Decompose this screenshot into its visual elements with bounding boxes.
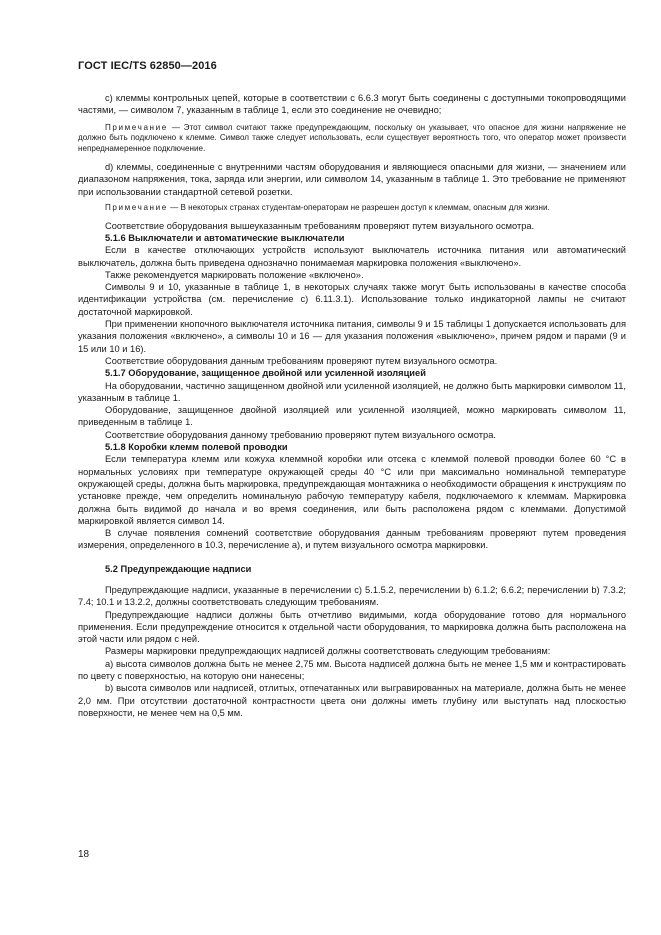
- paragraph: На оборудовании, частично защищенном двойной или усиленной изоляцией, не должно быть маркировки символом 11, указанным в таблице 1.: [78, 380, 626, 403]
- paragraph: Оборудование, защищенное двойной изоляцией или усиленной изоляцией, можно маркировать символом 11, приведенным в таблице 1.: [78, 405, 626, 428]
- paragraph: Предупреждающие надписи должны быть отчетливо видимыми, когда оборудование готово для нормального применения. Если предупреждение относится к отдельной части оборудования, то маркировка должна быть расположена на этой части или рядом с ней.: [78, 609, 626, 645]
- paragraph: Если в качестве отключающих устройств используют выключатель источника питания или автоматический выключатель, должна быть приведена однозначно понимаемая маркировка положения «выключено».: [78, 245, 626, 268]
- note-text: — В некоторых странах студентам-операторам не разрешен доступ к клеммам, опасным для жизни.: [167, 202, 550, 212]
- paragraph: Предупреждающие надписи, указанные в перечислении с) 5.1.5.2, перечислении b) 6.1.2; 6.6.2; перечислении b) 7.3.2; 7.4; 10.1 и 13.2.2, должны соответствовать следующим требованиям.: [78, 584, 626, 608]
- paragraph: Символы 9 и 10, указанные в таблице 1, в некоторых случаях также могут быть использованы в качестве способа идентификации устройства (см. перечисление с) 6.11.3.1). Использование только индикаторной лампы не считают достаточной маркировкой.: [78, 282, 626, 317]
- page-number: 18: [78, 849, 90, 860]
- section-heading-5-1-7: 5.1.7 Оборудование, защищенное двойной или усиленной изоляцией: [105, 368, 426, 379]
- paragraph: Соответствие оборудования данным требованиям проверяют путем визуального осмотра.: [105, 355, 498, 366]
- paragraph-item-d: d) клеммы, соединенные с внутренними частям оборудования и являющиеся опасными для жизни, — значением или диапазоном напряжения, тока, заряда или энергии, или символом 14, указанным в таблице 1. Это требование не применяют при использовании стандартной сетевой розетки.: [78, 161, 626, 197]
- document-body: [78, 92, 626, 719]
- document-header: ГОСТ IEC/TS 62850—2016: [78, 60, 217, 72]
- note-2: [78, 203, 626, 214]
- paragraph: Соответствие оборудования данному требованию проверяют путем визуального осмотра.: [105, 429, 496, 440]
- paragraph: В случае появления сомнений соответствие оборудования данным требованиям проверяют путем проведения измерения, определенного в 10.3, перечисление а), и путем визуального осмотра маркировки.: [78, 528, 626, 551]
- section-heading-5-1-8: 5.1.8 Коробки клемм полевой проводки: [105, 442, 288, 453]
- paragraph-item-c: с) клеммы контрольных цепей, которые в соответствии с 6.6.3 могут быть соединены с доступными токопроводящими частями, — символом 7, указанным в таблице 1, если это соединение не очевидно;: [78, 93, 626, 116]
- note-1: [78, 123, 626, 155]
- paragraph-item-b: b) высота символов или надписей, отлитых, отпечатанных или выгравированных на материале, должна быть не менее 2,0 мм. При отсутствии достаточной контрастности цвета они должны иметь глубину или выступать над плоскостью поверхности, не менее чем на 0,5 мм.: [78, 683, 626, 718]
- paragraph-item-a: а) высота символов должна быть не менее 2,75 мм. Высота надписей должна быть не менее 1,5 мм и контрастировать по цвету с поверхностью, на которую они нанесены;: [78, 658, 626, 682]
- paragraph: Также рекомендуется маркировать положение «включено».: [105, 269, 364, 280]
- paragraph: При применении кнопочного выключателя источника питания, символы 9 и 15 таблицы 1 допускается использовать для указания положения «включено», а символы 10 и 16 — для указания положения «выключено», причем рядом и парами (9 и 15 или 10 и 16).: [78, 319, 626, 354]
- paragraph: Размеры маркировки предупреждающих надписей должны соответствовать следующим требованиям:: [105, 646, 551, 657]
- section-heading-5-1-6: 5.1.6 Выключатели и автоматические выключатели: [105, 232, 345, 243]
- note-text: — Этот символ считают также предупреждающим, поскольку он указывает, что опасное для жизни напряжение не должно быть подключено к клемме. Символ также следует использовать, если существует вероятность того, что оператор может произвести непреднамеренное подключение.: [78, 122, 626, 154]
- section-heading-5-2: 5.2 Предупреждающие надписи: [105, 563, 252, 574]
- paragraph: Соответствие оборудования вышеуказанным требованиям проверяют путем визуального осмотра.: [105, 220, 535, 231]
- note-label: Примечание: [105, 202, 168, 212]
- paragraph: Если температура клемм или кожуха клеммной коробки или отсека с клеммой полевой проводки более 60 °С в нормальных условиях при температуре окружающей среды 40 °С или при максимально номинальной температуре окружающей среды, должна быть маркировка, предупреждающая монтажника о необходимости обращения к инструкциям по установке прежде, чем определить номинальную рабочую температуру кабеля, подключаемого к клеммам. Маркировка должна быть видимой до начала и во время соединения, или быть расположена рядом с клеммами. Допустимой маркировкой является символ 14.: [78, 454, 626, 526]
- note-label: Примечание: [105, 122, 168, 132]
